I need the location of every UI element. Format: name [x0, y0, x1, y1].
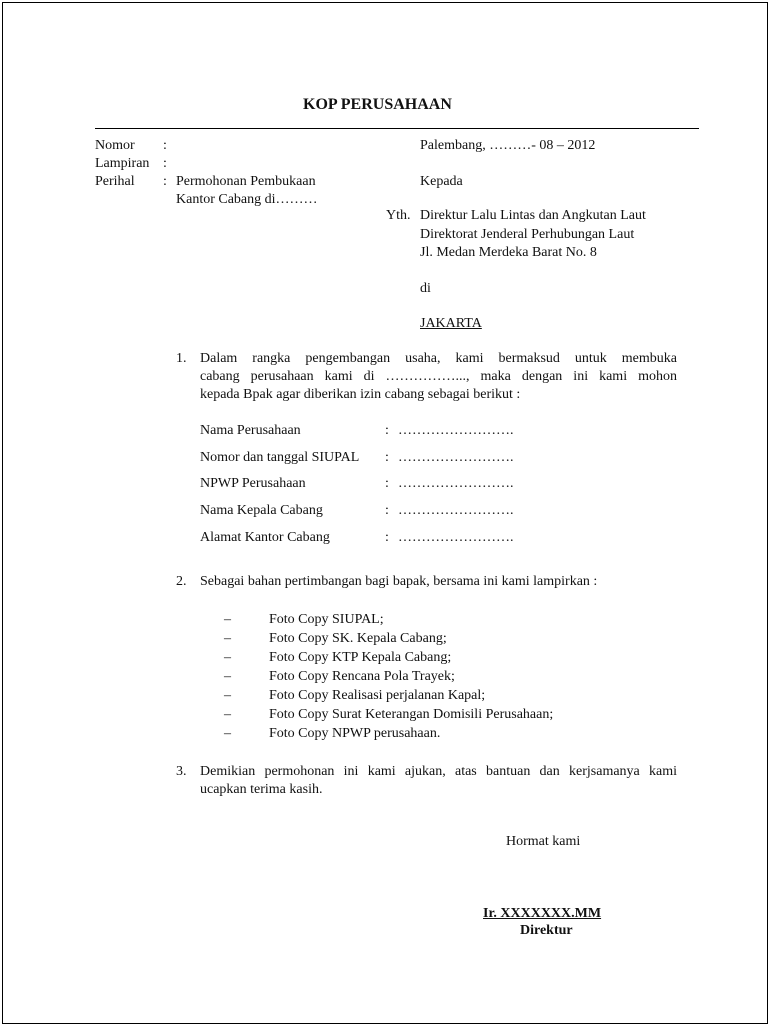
recipient-line-1: Direktur Lalu Lintas dan Angkutan Laut [420, 208, 646, 223]
closing-salutation: Hormat kami [506, 834, 581, 849]
perihal-colon: : [163, 174, 167, 189]
list-dash: – [224, 669, 231, 684]
place-date: Palembang, ………- 08 – 2012 [420, 138, 596, 153]
field-colon: : [385, 503, 389, 518]
attachment-item: Foto Copy SIUPAL; [269, 612, 384, 627]
item-3-number: 3. [176, 764, 187, 779]
yth-label: Yth. [386, 208, 411, 223]
list-dash: – [224, 631, 231, 646]
attachment-item: Foto Copy Surat Keterangan Domisili Perusahaan; [269, 707, 554, 722]
field-value: ……………………. [398, 476, 514, 491]
list-dash: – [224, 726, 231, 741]
attachment-item: Foto Copy Realisasi perjalanan Kapal; [269, 688, 486, 703]
list-dash: – [224, 707, 231, 722]
item-1-number: 1. [176, 351, 187, 366]
letterhead-title: KOP PERUSAHAAN [303, 96, 452, 113]
kepada-label: Kepada [420, 174, 463, 189]
field-colon: : [385, 530, 389, 545]
field-label: Alamat Kantor Cabang [200, 530, 330, 545]
item-1-line-1: Dalam rangka pengembangan usaha, kami bermaksud untuk membuka [200, 351, 677, 366]
list-dash: – [224, 688, 231, 703]
perihal-line-1: Permohonan Pembukaan [176, 174, 316, 189]
signer-title: Direktur [520, 923, 573, 938]
perihal-label: Perihal [95, 174, 135, 189]
field-value: ……………………. [398, 423, 514, 438]
item-3-line-1: Demikian permohonan ini kami ajukan, atas bantuan dan kerjsamanya kami [200, 764, 677, 779]
field-value: ……………………. [398, 503, 514, 518]
recipient-line-2: Direktorat Jenderal Perhubungan Laut [420, 227, 635, 242]
field-label: Nama Kepala Cabang [200, 503, 323, 518]
field-value: ……………………. [398, 450, 514, 465]
field-colon: : [385, 423, 389, 438]
item-2-number: 2. [176, 574, 187, 589]
field-label: Nomor dan tanggal SIUPAL [200, 450, 360, 465]
signer-name: Ir. XXXXXXX.MM [483, 906, 602, 921]
list-dash: – [224, 612, 231, 627]
header-divider [95, 128, 699, 129]
attachment-item: Foto Copy Rencana Pola Trayek; [269, 669, 455, 684]
field-colon: : [385, 450, 389, 465]
recipient-di: di [420, 281, 431, 296]
lampiran-colon: : [163, 156, 167, 171]
field-value: ……………………. [398, 530, 514, 545]
recipient-city: JAKARTA [420, 316, 482, 331]
item-3-line-2: ucapkan terima kasih. [200, 782, 323, 797]
item-1-line-2: cabang perusahaan kami di ……………..., maka dengan ini kami mohon [200, 369, 677, 384]
item-1-line-3: kepada Bpak agar diberikan izin cabang sebagai berikut : [200, 387, 521, 402]
field-colon: : [385, 476, 389, 491]
field-label: NPWP Perusahaan [200, 476, 306, 491]
perihal-line-2: Kantor Cabang di……… [176, 192, 318, 207]
item-2-text: Sebagai bahan pertimbangan bagi bapak, bersama ini kami lampirkan : [200, 574, 598, 589]
lampiran-label: Lampiran [95, 156, 150, 171]
attachment-item: Foto Copy NPWP perusahaan. [269, 726, 441, 741]
attachment-item: Foto Copy KTP Kepala Cabang; [269, 650, 452, 665]
list-dash: – [224, 650, 231, 665]
nomor-label: Nomor [95, 138, 135, 153]
nomor-colon: : [163, 138, 167, 153]
field-label: Nama Perusahaan [200, 423, 301, 438]
attachment-item: Foto Copy SK. Kepala Cabang; [269, 631, 447, 646]
recipient-line-3: Jl. Medan Merdeka Barat No. 8 [420, 245, 597, 260]
